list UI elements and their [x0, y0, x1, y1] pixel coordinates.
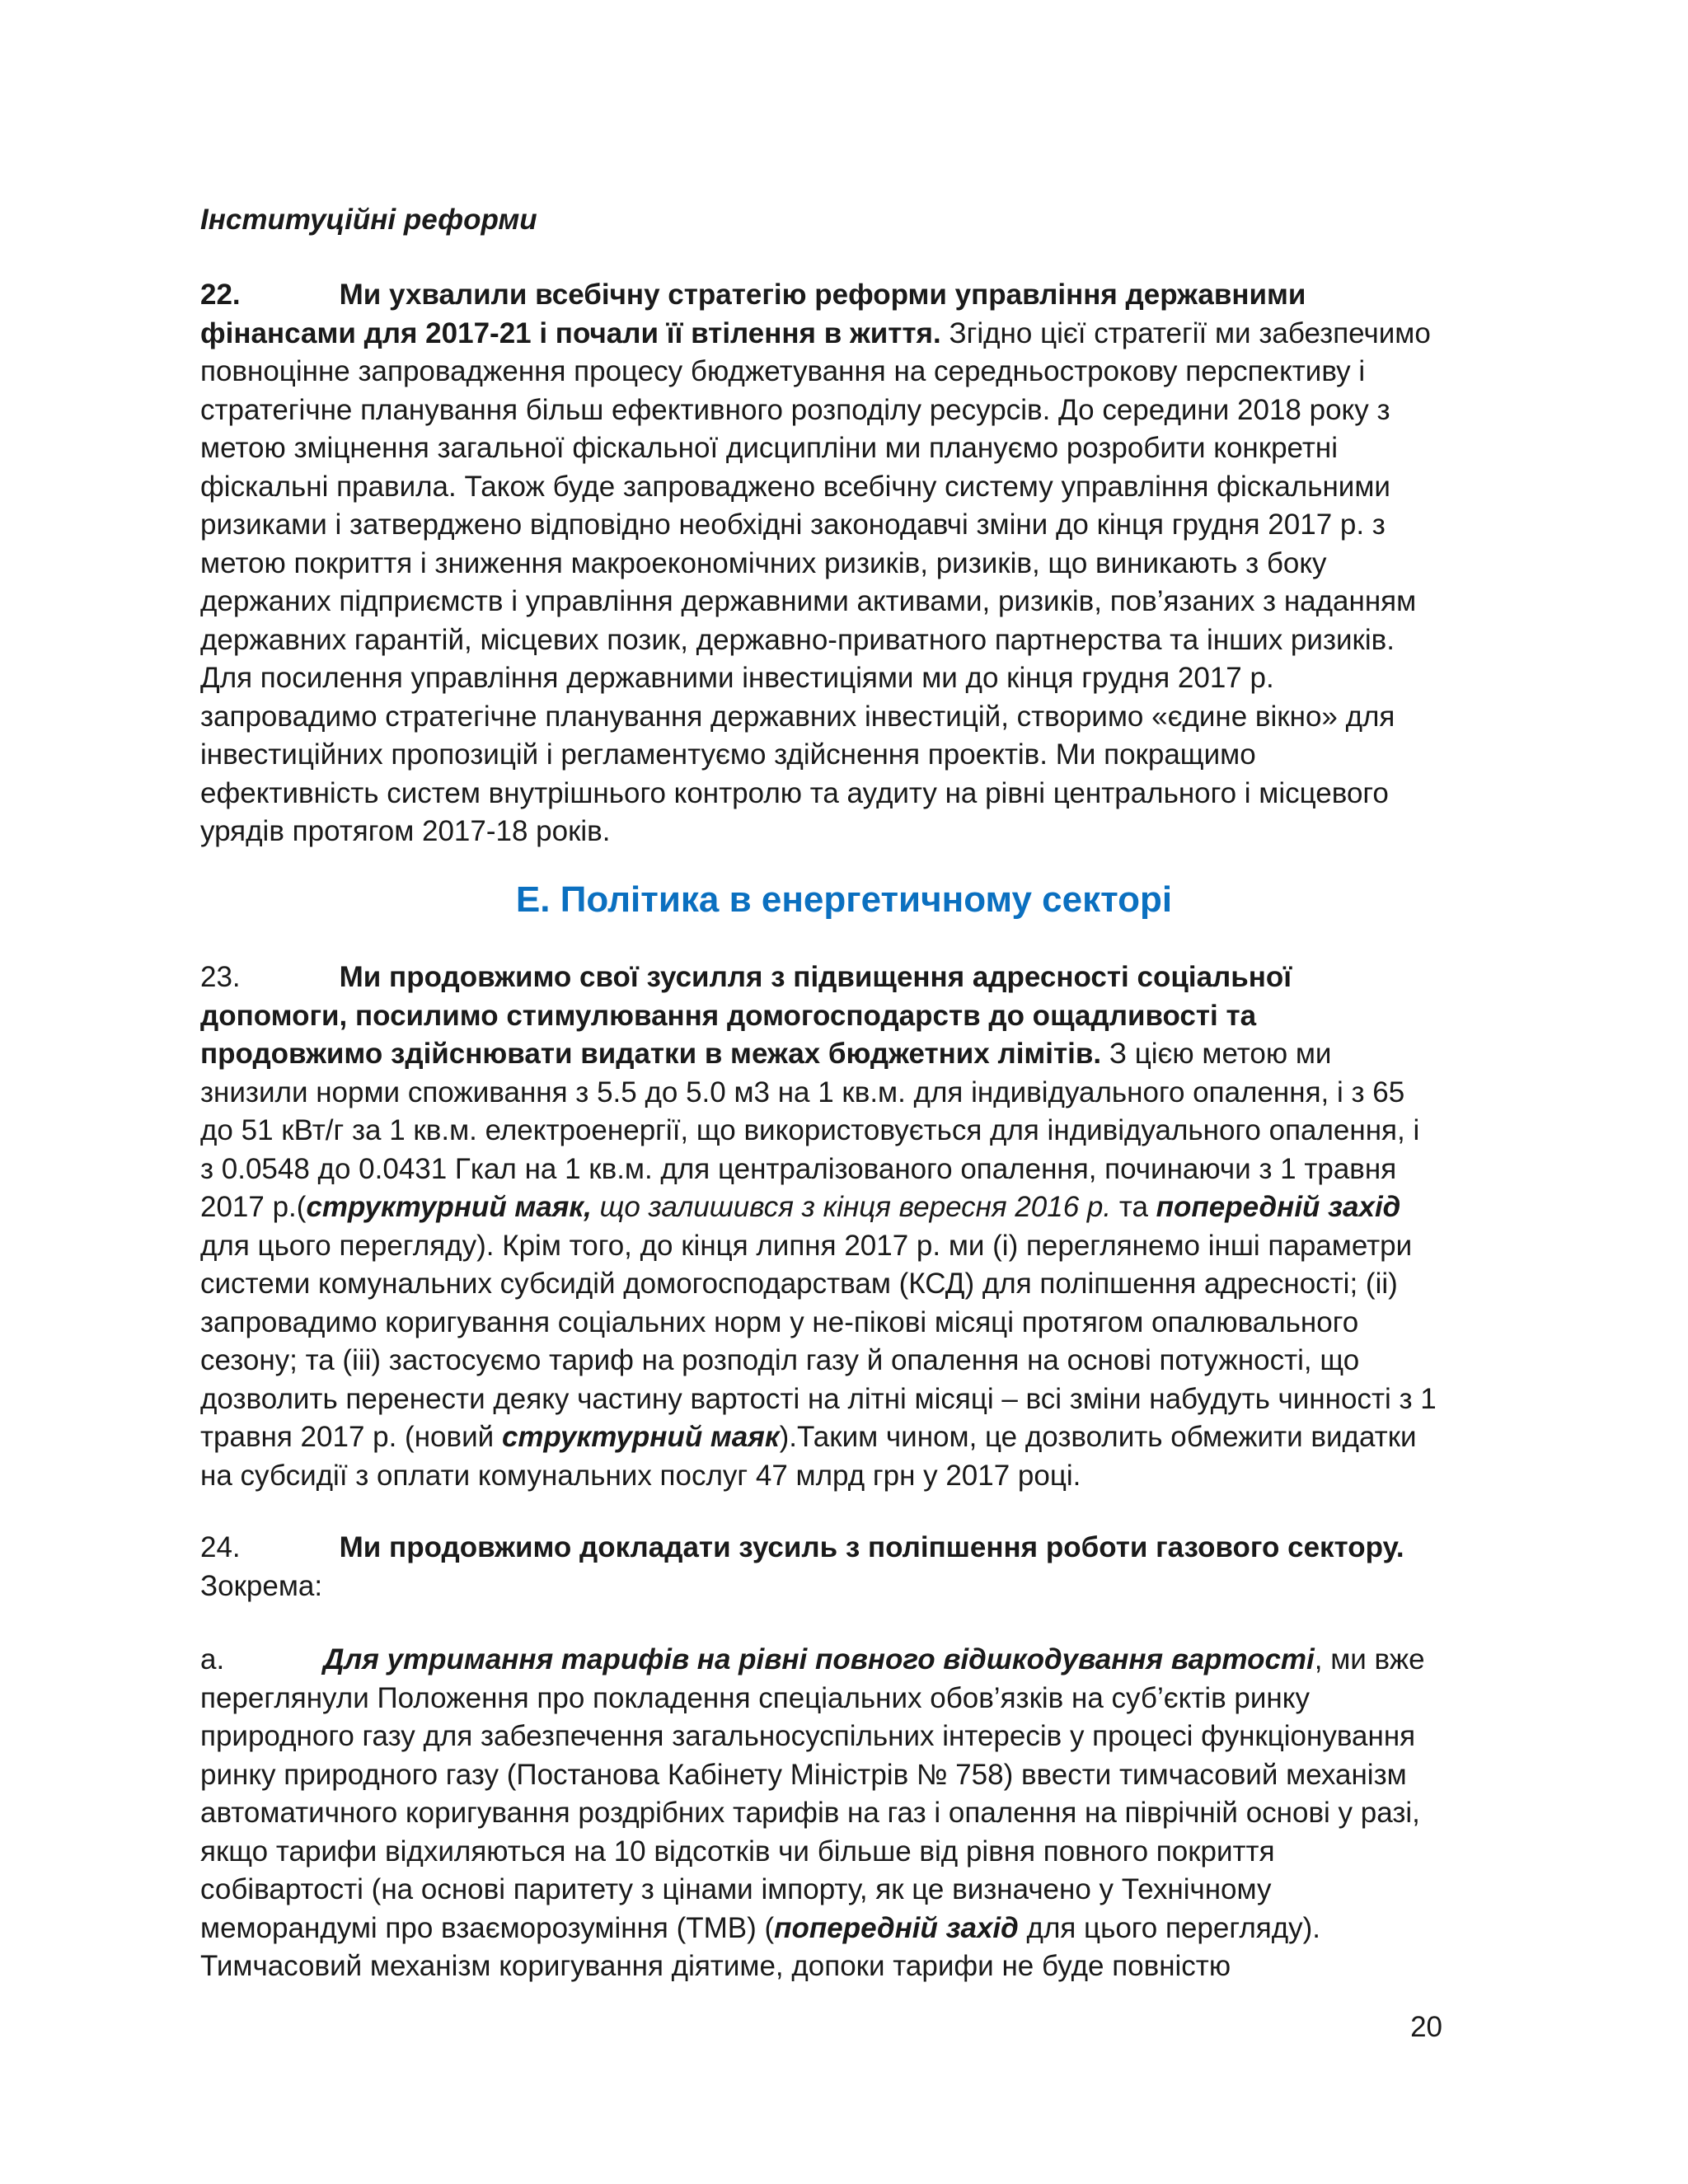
page-number: 20	[1410, 2011, 1442, 2043]
prior-action-label-2: попередній захід	[774, 1911, 1019, 1944]
paragraph-24-number: 24.	[200, 1531, 241, 1563]
paragraph-a-letter: a.	[200, 1643, 225, 1675]
paragraph-22	[200, 276, 1437, 851]
paragraph-24-body: Зокрема:	[200, 1569, 323, 1602]
paragraph-22-number: 22.	[200, 279, 241, 311]
paragraph-23-body-4: ).Таким чином, це дозволить обмежити видатки на субсидії з оплати комунальних послуг 47 млрд грн у 2017 році.	[200, 1421, 1417, 1492]
paragraph-24	[200, 1529, 1437, 1605]
paragraph-a-body-2: для цього перегляду). Тимчасовий механізм коригування діятиме, допоки тарифи не буде повністю	[200, 1911, 1320, 1982]
paragraph-23-italic-note: що залишився з кінця вересня 2016 р.	[591, 1191, 1112, 1223]
paragraph-22-lead: Ми ухвалили всебічну стратегію реформи управління державними фінансами для 2017-21 і почали її втілення в життя.	[200, 279, 1306, 349]
paragraph-24-lead: Ми продовжимо докладати зусиль з поліпшення роботи газового сектору.	[339, 1531, 1404, 1563]
paragraph-23	[200, 958, 1437, 1495]
paragraph-23-body-1: З цією метою ми знизили норми споживання з 5.5 до 5.0 м3 на 1 кв.м. для індивідуального опалення, і з 65 до 51 кВт/г за 1 кв.м. електроенергії, що використовується для індивідуального опалення, і з 0.0548 до 0.0431 Гкал на 1 кв.м. для централізованого опалення, починаючи з 1 травня 2017 р.(	[200, 1038, 1420, 1223]
subheading-institutional-reforms: Інституційні реформи	[200, 204, 537, 236]
paragraph-a-lead: Для утримання тарифів на рівні повного відшкодування вартості	[323, 1643, 1315, 1675]
paragraph-22-body: Згідно цієї стратегії ми забезпечимо повноцінне запровадження процесу бюджетування на середньострокову перспективу і стратегічне планування більш ефективного розподілу ресурсів. До середини 2018 року з метою зміцнення загальної фіскальної дисципліни ми плануємо розробити конкретні фіскальні правила. Також буде запроваджено всебічну систему управління фіскальними ризиками і затверджено відповідно необхідні законодавчі зміни до кінця грудня 2017 р. з метою покриття і зниження макроекономічних ризиків, ризиків, що виникають з боку держаних підприємств і управління державними активами, ризиків, пов’язаних з наданням державних гарантій, місцевих позик, державно-приватного партнерства та інших ризиків. Для посилення управління державними інвестиціями ми до кінця грудня 2017 р. запровадимо стратегічне планування державних інвестицій, створимо «єдине вікно» для інвестиційних пропозицій і регламентуємо здійснення проектів. Ми покращимо ефективність систем внутрішнього контролю та аудиту на рівні центрального і місцевого урядів протягом 2017-18 років.	[200, 316, 1431, 847]
paragraph-23-body-3: для цього перегляду). Крім того, до кінця липня 2017 р. ми (i) переглянемо інші параметри системи комунальних субсидій домогосподарствам (КСД) для поліпшення адресності; (ii) запровадимо коригування соціальних норм у не-пікові місяці протягом опалювального сезону; та (iii) застосуємо тариф на розподіл газу й опалення на основі потужності, що дозволить перенести деяку частину вартості на літні місяці – всі зміни набудуть чинності з 1 травня 2017 р. (новий	[200, 1229, 1437, 1453]
structural-benchmark-label-1: структурний маяк,	[306, 1191, 592, 1223]
paragraph-a-body-1: , ми вже переглянули Положення про покладення спеціальних обов’язків на суб’єктів ринку природного газу для забезпечення загальносуспільних інтересів у процесі функціонування ринку природного газу (Постанова Кабінету Міністрів № 758) ввести тимчасовий механізм автоматичного коригування роздрібних тарифів на газ і опалення на піврічній основі у разі, якщо тарифи відхиляються на 10 відсотків чи більше від рівня повного покриття собівартості (на основі паритету з цінами імпорту, як це визначено у Технічному меморандумі про взаєморозуміння (ТМВ) (	[200, 1643, 1425, 1944]
section-heading-energy: E. Політика в енергетичному секторі	[515, 879, 1173, 920]
paragraph-23-number: 23.	[200, 961, 241, 993]
paragraph-a	[200, 1641, 1437, 1986]
prior-action-label-1: попередній захід	[1156, 1191, 1401, 1223]
paragraph-23-lead: Ми продовжимо свої зусилля з підвищення адресності соціальної допомоги, посилимо стимулювання домогосподарств до ощадливості та продовжимо здійснювати видатки в межах бюджетних лімітів.	[200, 961, 1292, 1070]
paragraph-23-body-2: та	[1111, 1191, 1156, 1223]
structural-benchmark-label-2: структурний маяк	[501, 1421, 780, 1453]
